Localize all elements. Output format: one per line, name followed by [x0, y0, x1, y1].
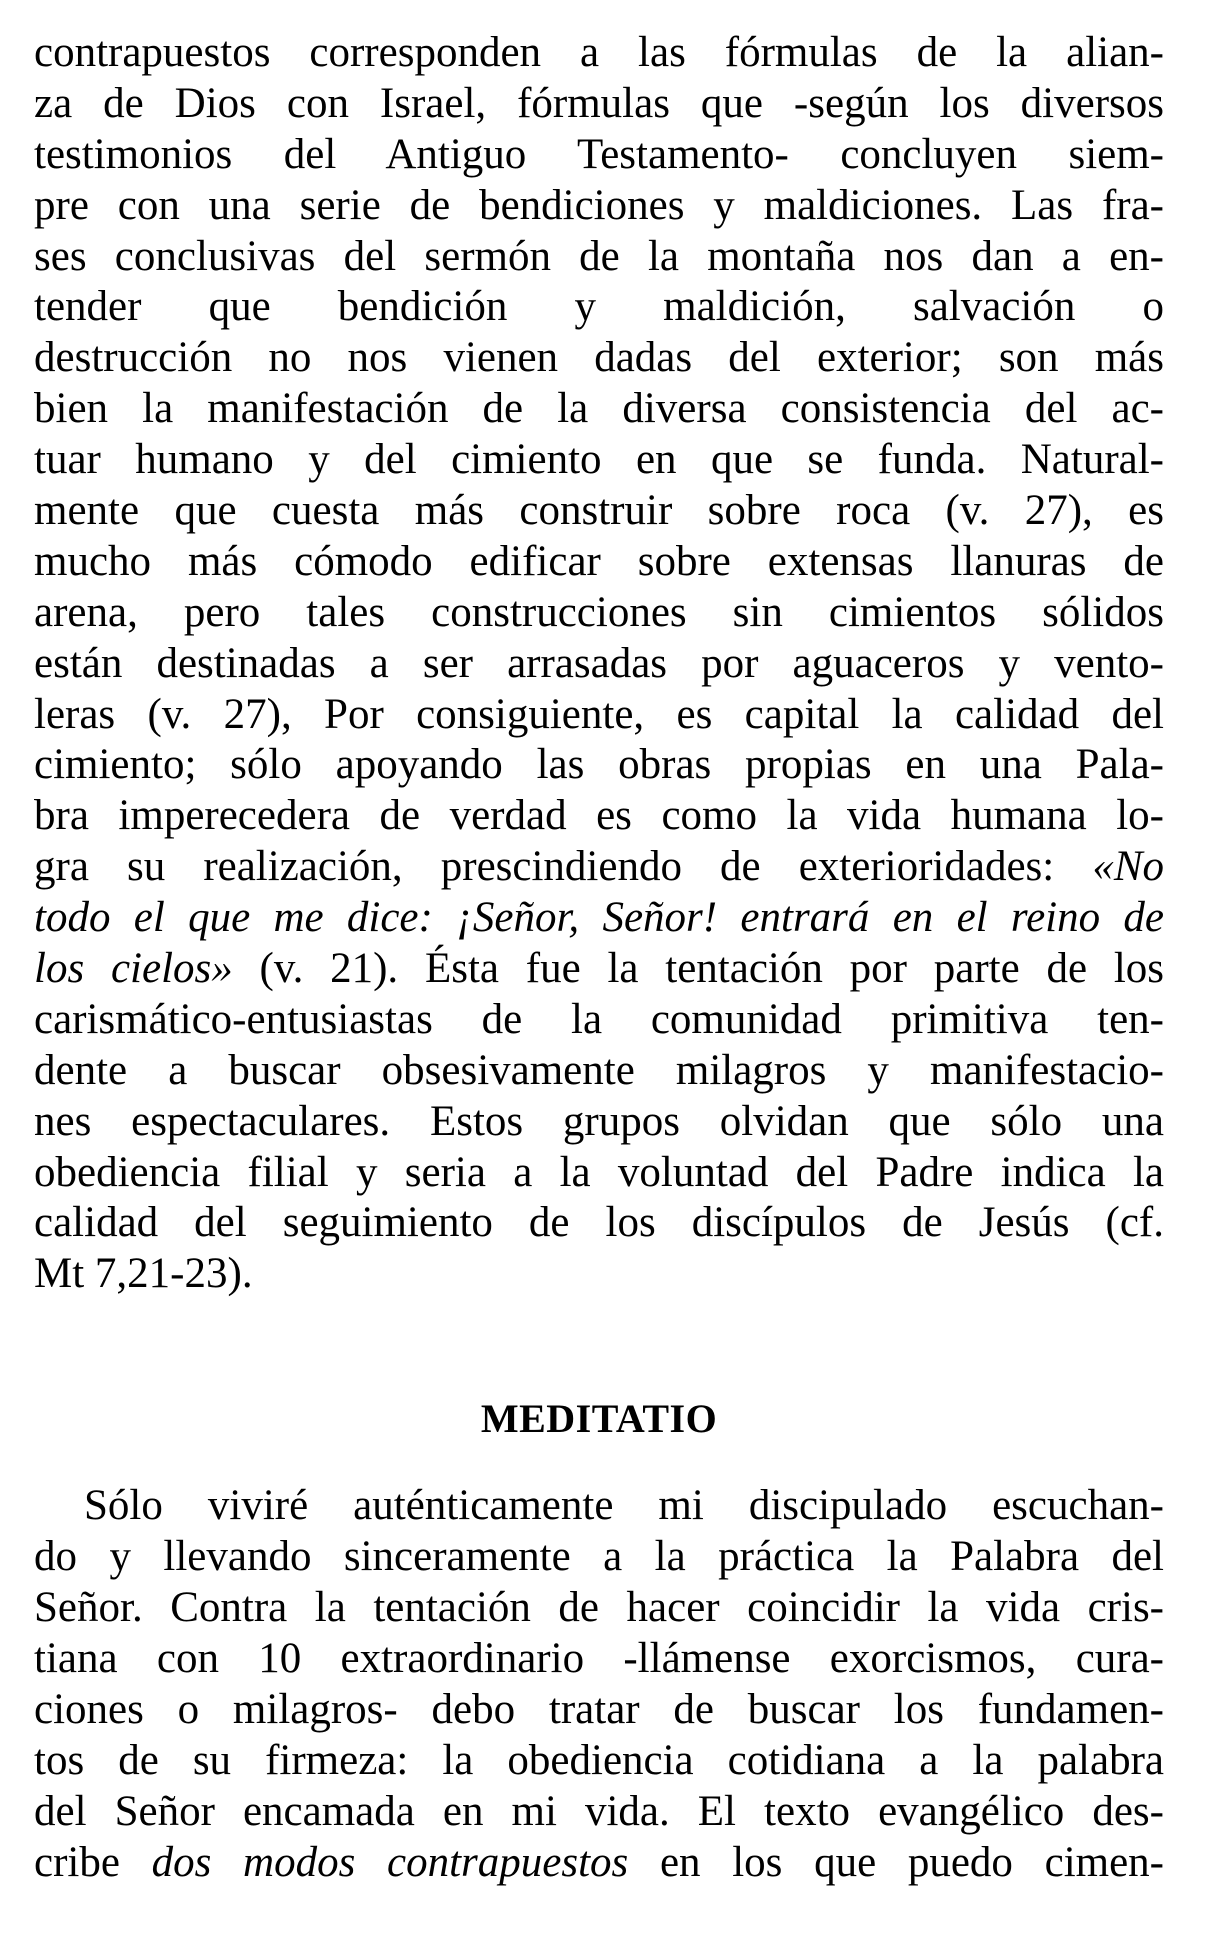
- text-line: do y llevando sinceramente a la práctica la Palabra del: [34, 1533, 1164, 1581]
- text-line: cimiento; sólo apoyando las obras propias en una Pala-: [34, 741, 1164, 789]
- quote-italic: «No: [1092, 843, 1164, 891]
- emphasis-italic: dos modos contrapuestos: [151, 1838, 629, 1886]
- text-line: calidad del seguimiento de los discípulos de Jesús (cf.: [34, 1199, 1164, 1247]
- paragraph-commentary: [34, 28, 1164, 1300]
- quote-italic: todo el que me dice: ¡Señor, Señor! entrará en el reino de: [34, 894, 1164, 942]
- text-line: tiana con 10 extraordinario -llámense exorcismos, cura-: [34, 1634, 1164, 1682]
- text-line: Sólo viviré auténticamente mi discipulado escuchan-: [84, 1482, 1164, 1530]
- text-line: Mt 7,21-23).: [34, 1250, 253, 1298]
- text-line: están destinadas a ser arrasadas por aguaceros y vento-: [34, 639, 1164, 687]
- text-line: pre con una serie de bendiciones y maldiciones. Las fra-: [34, 181, 1164, 229]
- text-line: mucho más cómodo edificar sobre extensas llanuras de: [34, 537, 1164, 585]
- text-line: destrucción no nos vienen dadas del exterior; son más: [34, 334, 1164, 382]
- spacer: [34, 1300, 1164, 1394]
- text-line: mente que cuesta más construir sobre roca (v. 27), es: [34, 487, 1164, 535]
- text-line: carismático-entusiastas de la comunidad primitiva ten-: [34, 995, 1164, 1043]
- text-line: leras (v. 27), Por consiguiente, es capital la calidad del: [34, 690, 1164, 738]
- text-line: testimonios del Antiguo Testamento- concluyen siem-: [34, 130, 1164, 178]
- text-line: nes espectaculares. Estos grupos olvidan que sólo una: [34, 1097, 1164, 1145]
- line-text: en los que puedo cimen-: [628, 1838, 1165, 1886]
- text-line: [34, 944, 1164, 995]
- text-line: arena, pero tales construcciones sin cimientos sólidos: [34, 588, 1164, 636]
- text-line: dente a buscar obsesivamente milagros y manifestacio-: [34, 1046, 1164, 1094]
- text-line: tos de su firmeza: la obediencia cotidiana a la palabra: [34, 1736, 1164, 1784]
- text-line: [34, 1838, 1164, 1889]
- text-line: ses conclusivas del sermón de la montaña nos dan a en-: [34, 232, 1164, 280]
- text-line: obediencia filial y seria a la voluntad del Padre indica la: [34, 1148, 1164, 1196]
- spacer: [34, 1444, 1164, 1481]
- text-line: Señor. Contra la tentación de hacer coincidir la vida cris-: [34, 1584, 1164, 1632]
- text-line: contrapuestos corresponden a las fórmulas de la alian-: [34, 29, 1164, 76]
- quote-italic: los cielos»: [34, 945, 233, 993]
- line-text: gra su realización, prescindiendo de exterioridades:: [34, 843, 1093, 891]
- text-line: za de Dios con Israel, fórmulas que -según los diversos: [34, 79, 1164, 127]
- document-page: [34, 28, 1164, 1888]
- text-line: bra imperecedera de verdad es como la vida humana lo-: [34, 792, 1164, 840]
- line-text: (v. 21). Ésta fue la tentación por parte de los: [232, 945, 1164, 993]
- text-line: tender que bendición y maldición, salvación o: [34, 283, 1164, 331]
- line-text: cribe: [34, 1838, 152, 1886]
- text-line: tuar humano y del cimiento en que se funda. Natural-: [34, 436, 1164, 484]
- text-line: [34, 893, 1164, 944]
- text-line: bien la manifestación de la diversa consistencia del ac-: [34, 385, 1164, 433]
- text-line: ciones o milagros- debo tratar de buscar los fundamen-: [34, 1685, 1164, 1733]
- section-heading: MEDITATIO: [480, 1396, 718, 1442]
- text-line: [34, 842, 1164, 893]
- text-line: del Señor encamada en mi vida. El texto evangélico des-: [34, 1787, 1164, 1835]
- paragraph-meditatio: [34, 1481, 1164, 1888]
